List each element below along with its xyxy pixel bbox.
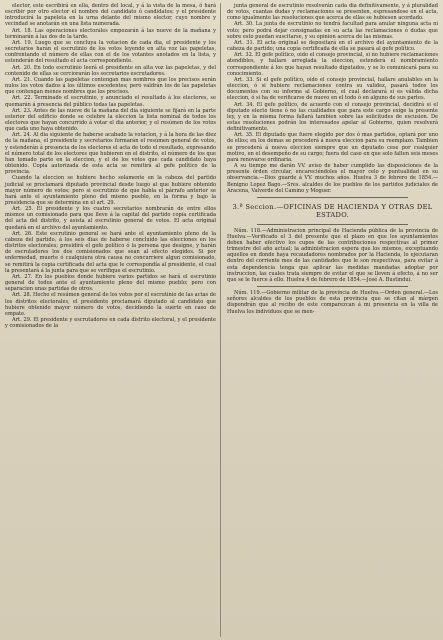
paragraph: Art. 28. Hecho el resúmen general de los votos por el escrutinio de las actas de los distritos electorales, el presidente proclamará diputado al candidato que hubiere obtenido mayor número de votos, decidiendo la suerte en caso de empate. xyxy=(5,292,216,317)
paragraph: junta general de escrutinio resolverán cada dia definitivamente, y á pluralidad de votos, cuantas dudas y reclamaciones se presenten, espresandose en el acta, como igualmente las resoluciones que acerca de ellas se hubiesen acordado. xyxy=(227,3,438,22)
paragraph: Art. 34. El gefe político, de acuerdo con el consejo provincial, decidirá si el diputado electo tiene ó no las cualidades que para este cargo exige la presente ley, y en la misma forma fallará tambien sobre las solicitudes de escusion. De estas resoluciones podrán los interesados apelar al Gobierno, quien resolverá definitivamente. xyxy=(227,101,438,133)
left-column xyxy=(5,3,216,329)
paragraph: Art. 18. Las operaciones electorales empezarán á las nueve de la mañana y terminarán á las dos de la tarde. xyxy=(5,27,216,40)
paragraph: Art. 29. El presidente y escrutadores en cada distrito electoral, y el presidente y comisionados de la xyxy=(5,316,216,330)
paragraph: Art. 21. Cuando las papeletas contengan mas nombres que los precisos serán nulos los votos dados á los últimos escedentes; pero valdrán los de las papeletas que contengan menos nombres que los precisos. xyxy=(5,76,216,96)
paragraph: Art. 20. En todo escrutinio leerá el presidente en alta voz las papeletas, y del contenido de ellas se cerciorarán los secretarios escrutadores. xyxy=(5,64,216,77)
paragraph: Art. 25. El presidente y los cuatro secretarios nombrarán de entre ellos mismos un comisionado para que lleve á la capital del partido copia certificada del acta del distrito, y asista al escrutinio general de votos. El acta original quedará en el archivo del ayuntamiento. xyxy=(5,206,216,231)
paragraph: Art. 35. El diputado que fuere elegido por dos ó mas partidos, optará por uno de ellos; en los demas se procederá á nueva eleccion para su reemplazo. Tambien se procederá á nueva eleccion siempre que un diputado cese por cualquier motivo, en el desempeño de su cargo; fuera del caso en que solo falten seis meses para renovarse ordinaria. xyxy=(227,132,438,163)
item-rule xyxy=(257,286,408,287)
paragraph: Art. 33. Si el gefe político, oido el consejo provincial, hallare anulables en la eleccion, ó si hubiere reclamaciones contra su validez, pasará todos los documentos con su informe al Gobierno, el cual declarará si es válida dicha eleccion, ó si ha de verificarse de nuevo en el todo ó en alguno de sus partes. xyxy=(227,76,438,102)
paragraph: Art. 30. La junta de escrutinio no tendrá facultad para anular ninguna acta ni voto; pero podrá dejar consignadas en su acta las reclamaciones ó dudas que sobre esto puedan suscitarse, y su opinion acerca de las mismas. xyxy=(227,21,438,40)
section-heading: 3.ª Seccion.—OFICINAS DE HACIENDA Y OTRAS DEL ESTADO. xyxy=(232,202,433,220)
section-rule xyxy=(257,224,408,225)
paragraph: Núm. 118.—Administracion principal de Hacienda pública de la provincia de Huelva.—Verificado el 3 del presente que el plazo en que los ayuntamientos deben haber efectivo los cupos de las contribuciones respectivas al primer trimestre del año actual; la administracion espera que los mismos, exceptuando aquellos en donde haya recaudadores nombrados por la Hacienda, lo ejecutaran dentro del corriente mes de las cantidades que le son respectivas, para evitar á esta dependencia tenga que aplicar las medidas mandadas adoptar por instruccion, las cuales trata siempre de evitar el que se lleven á efecto, á no ser que se le fuerce á ello. Huelva 4 de febrero de 1854.—José A. Bustindui. xyxy=(227,227,438,283)
paragraph: Art. 22. Terminado el escrutinio, y anunciado el resultado á los electores, se quemarán á presencia del público todas las papeletas. xyxy=(5,95,216,108)
paragraph: Art. 19. Luego que se concluya la votacion de cada dia, el presidente y los secretarios harán el escrutinio de los votos leyendo en alta voz las papeletas, confrontando el número de ellas con el de los votantes anotados en la lista, y estenderán del resultado el acta correspondiente. xyxy=(5,39,216,65)
column-divider xyxy=(220,3,221,637)
paragraph: Art. 32. El gefe político, oido el consejo provincial, si no hubiere reclamaciones atendibles, y hallare arreglada la eleccion, estenderá el nombramiento correspondiente á los que hayan resultado diputados, y se lo comunicará para su conocimiento. xyxy=(227,52,438,77)
paragraph: Art. 24. Al dia siguiente de haberse acabado la votacion, y á la hora de las diez de la mañana, el presidente y secretarios formarán el resúmen general de votos, y estenderán á presencia de los electores el acta de todo el resultado, expresando el número total de los electores que hubieren en el distrito, el número de los que han tomado parte en la eleccion, y el de los votos que cada candidato haya obtenido. Copia autorizada de esta acta se remitirá al gefe político de la provincia. xyxy=(5,132,216,176)
paragraph: Art. 23. Antes de las nueve de la mañana del dia siguiente se fijará en la parte esterior del edificio donde se celebre la eleccion la lista nominal de todos los electores que hayan concurrido á votar el dia anterior, y el resúmen de los votos que cada uno haya obtenido. xyxy=(5,107,216,133)
paragraph: Cuando la eleccion se hubiere hecho solamente en la cabeza del partido judicial se proclamará diputado provincial desde luego al que hubiere obtenido mayor número de votos; pero si escrutinio de que habla el párrafo anterior se hará ante el ayuntamiento pleno del mismo pueblo, en la forma y bajo la presidencia que se determina en el art. 29. xyxy=(5,175,216,206)
paragraph: Art. 27. En los pueblos donde hubiere varios partidos se hará el escrutinio general de todos ante el ayuntamiento pleno del mismo pueblo; pero con separacion unas partidas de otros. xyxy=(5,273,216,293)
right-column xyxy=(227,3,438,315)
paragraph: elector, este escribirá en ella, dentro del local, y á la vista de la mesa, ó hará escribir por otro elector el nombre del candidato ó candidatos; y el presidente introducirá la papeleta en la urna delante del mismo elector, cuyo nombre y vecindad se anotarán en una lista numerada. xyxy=(5,3,216,28)
paragraph: A su tiempo me darán VV. aviso de haber cumplido las disposiciones de la presente órden circular, encareciéndoles el mayor celo y puntualidad en su observancia.—Dios guarde á VV. muchos años. Huelva 3 de febrero de 1854.—Benigno Lopez Bago.—Sres. alcaldes de los pueblos de los partidos judiciales de Aracena, Valverde del Camino y Moguer. xyxy=(227,163,438,194)
section-rule xyxy=(257,197,408,198)
paragraph: Art. 31. El acta original se depositará en el archivo del ayuntamiento de la cabeza de partido; una copia certificada de ella se pasará al gefe político. xyxy=(227,39,438,53)
paragraph: Núm. 119.—Gobierno militar de la provincia de Huelva.—Orden general.—Los señores alcaldes de los pueblos de esta provincia que se citan al márgen dispondrán que al recibo de este comparezcan á mi presencia en la villa de Huelva los individuos que se men- xyxy=(227,290,438,315)
paragraph: Art. 26. Este escrutinio general se hará ante el ayuntamiento pleno de la cabeza del partido, á los seis dias de haberse concluido las elecciones en los distritos electorales; presidirá el gefe político ó la persona que designe, y harán de escrutadores los dos comisionados que sean al efecto elegidos. Si por enfermedad, muerte ó cualquiera otra causa no concurriere algun comisionado, se remitirá la copia certificada del acta que le correspondía al presidente, el cual la presentará á la junta para que se verifique el escrutinio. xyxy=(5,230,216,274)
